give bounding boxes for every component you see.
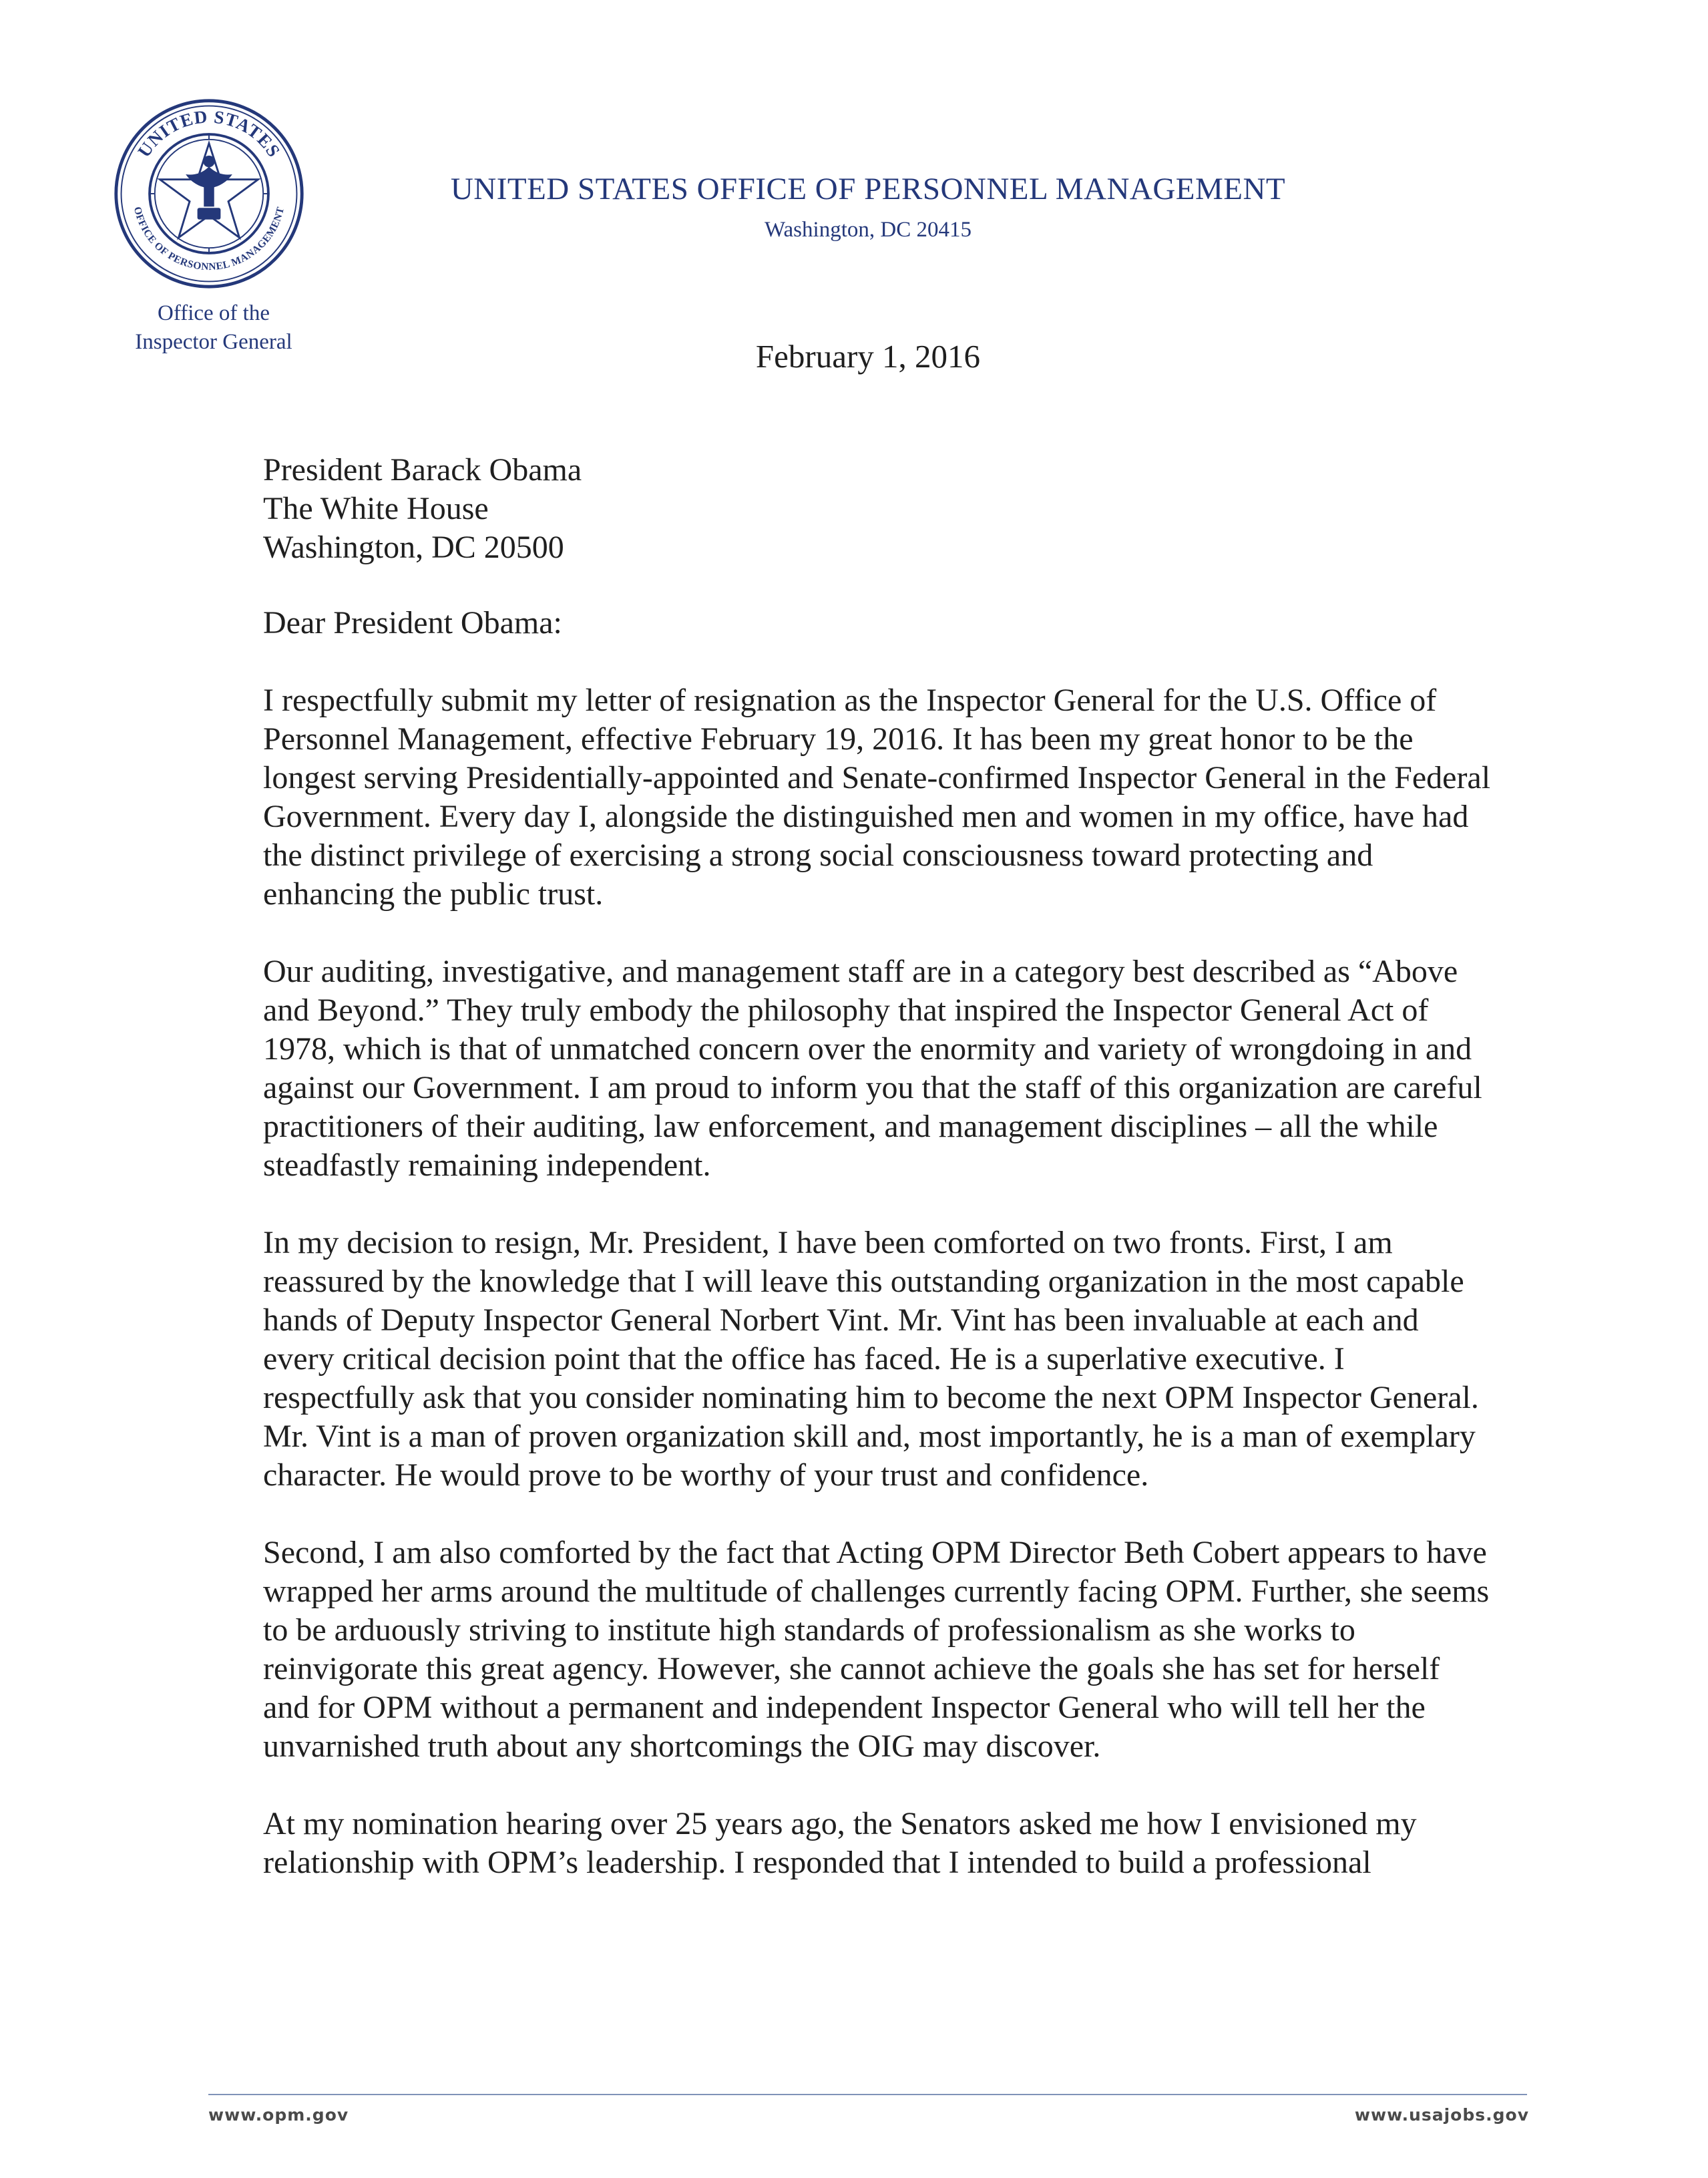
seal-text-top: UNITED STATES <box>134 106 284 161</box>
paragraph-2: Our auditing, investigative, and management staff are in a category best described as “Above and Beyond.” They truly embody the philosophy that inspired the Inspector General Act of 1978, which is that of unmatched concern over the enormity and variety of wrongdoing in and against our Government. I am proud to inform you that the staff of this organization are careful practitioners of their auditing, law enforcement, and management disciplines – all the while steadfastly remaining independent. <box>263 954 1482 1183</box>
letter-body <box>263 681 1492 1921</box>
agency-name: UNITED STATES OFFICE OF PERSONNEL MANAGEMENT <box>450 172 1286 206</box>
paragraph-3: In my decision to resign, Mr. President, I have been comforted on two fronts. First, I am reassured by the knowledge that I will leave this outstanding organization in the most capable hands of Deputy Inspector General Norbert Vint. Mr. Vint has been invaluable at each and every critical decision point that the office has faced. He is a superlative executive. I respectfully ask that you consider nominating him to become the next OPM Inspector General. Mr. Vint is a man of proven organization skill and, most importantly, he is a man of exemplary character. He would prove to be worthy of your trust and confidence. <box>263 1225 1479 1493</box>
recipient-organization: The White House <box>263 491 489 526</box>
opm-seal-icon <box>112 97 306 291</box>
recipient-name: President Barack Obama <box>263 452 582 488</box>
footer-url-usajobs: www.usajobs.gov <box>1354 2105 1529 2125</box>
recipient-address: Washington, DC 20500 <box>263 530 564 565</box>
footer-url-opm: www.opm.gov <box>208 2105 349 2125</box>
paragraph-4: Second, I am also comforted by the fact that Acting OPM Director Beth Cobert appears to have wrapped her arms around the multitude of challenges currently facing OPM. Further, she seems to be arduously striving to institute high standards of professionalism as she works to reinvigorate this great agency. However, she cannot achieve the goals she has set for herself and for OPM without a permanent and independent Inspector General who will tell her the unvarnished truth about any shortcomings the OIG may discover. <box>263 1535 1490 1764</box>
salutation: Dear President Obama: <box>263 605 562 641</box>
seal-text-bottom: OFFICE OF PERSONNEL MANAGEMENT <box>131 205 287 273</box>
office-label-line1: Office of the <box>158 301 270 325</box>
recipient-block <box>263 451 582 567</box>
office-of-inspector-general-label <box>100 299 327 357</box>
agency-address: Washington, DC 20415 <box>765 218 972 242</box>
office-label-line2: Inspector General <box>135 330 292 354</box>
letter-date: February 1, 2016 <box>755 338 981 375</box>
paragraph-1: I respectfully submit my letter of resignation as the Inspector General for the U.S. Office of Personnel Management, effective February 19, 2016. It has been my great honor to be the longest serving Presidentially-appointed and Senate-confirmed Inspector General in the Federal Government. Every day I, alongside the distinguished men and women in my office, have had the distinct privilege of exercising a strong social consciousness toward protecting and enhancing the public trust. <box>263 683 1491 912</box>
paragraph-5: At my nomination hearing over 25 years ago, the Senators asked me how I envisioned my relationship with OPM’s leadership. I responded that I intended to build a professional <box>263 1806 1417 1880</box>
footer-divider <box>208 2094 1527 2095</box>
